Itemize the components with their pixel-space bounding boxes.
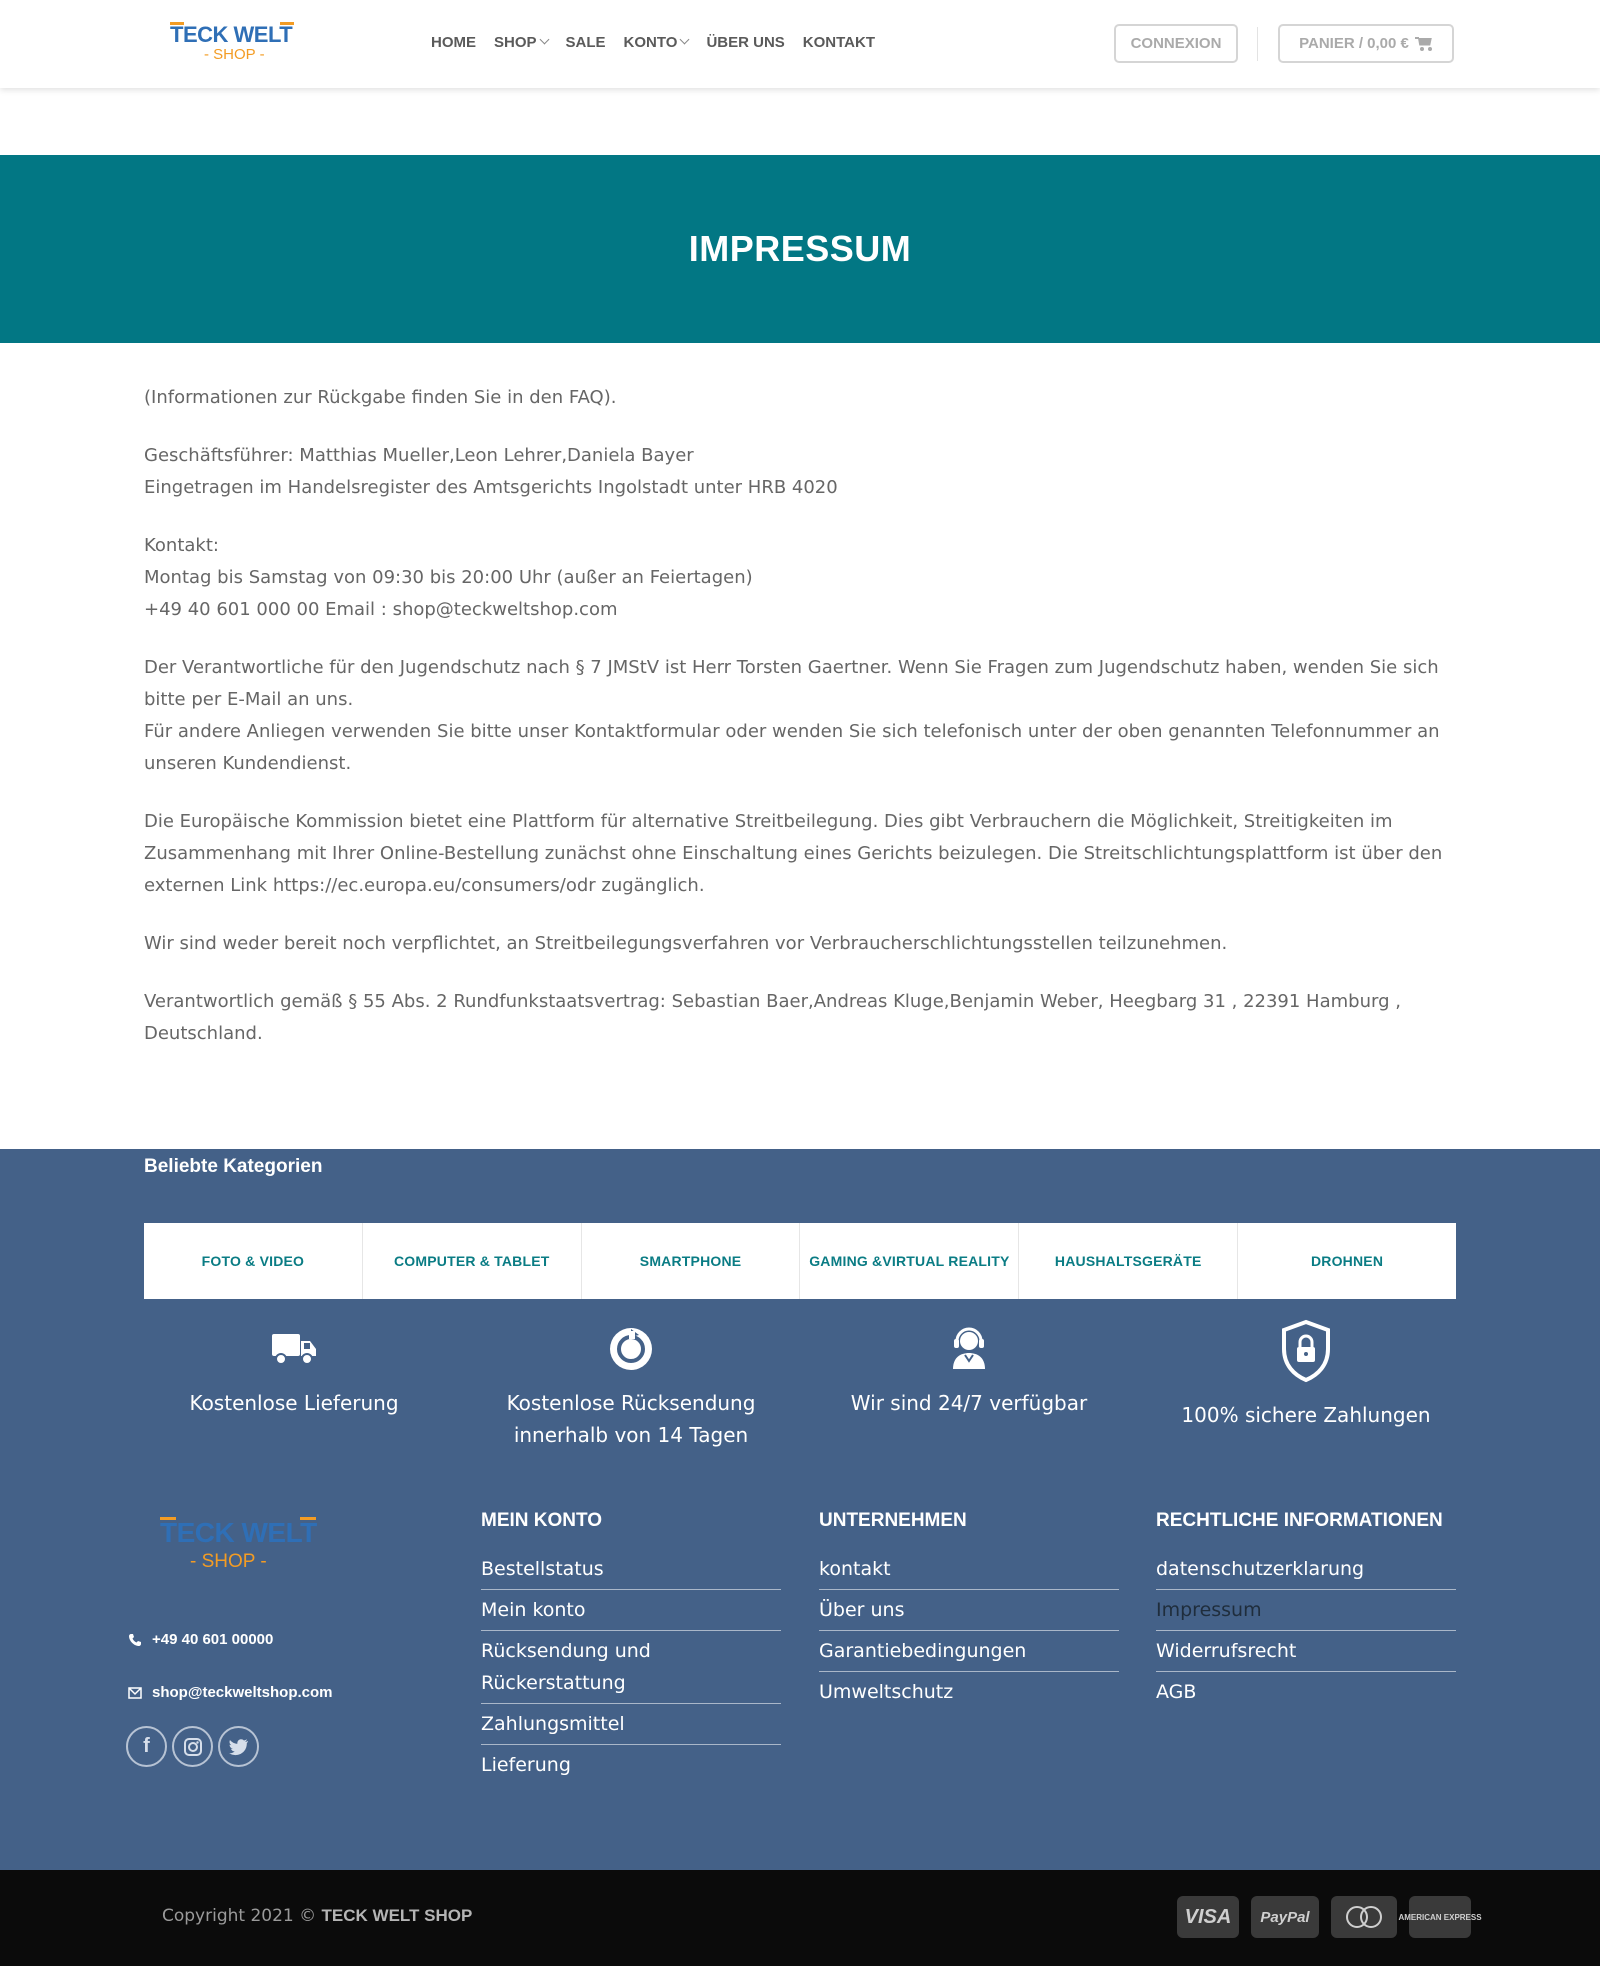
text: Der Verantwortliche für den Jugendschutz nach § 7 JMStV ist Herr Torsten Gaertner. Wenn Sie Fragen zum Jugendschutz haben, wenden Sie sich bitte per E-Mail an uns. [144, 657, 1439, 710]
copyright-text: Copyright 2021 © [162, 1906, 322, 1926]
feature-item [819, 1317, 1119, 1457]
shield-lock-icon [1280, 1319, 1332, 1383]
text: Für andere Anliegen verwenden Sie bitte unser Kontaktformular oder wenden Sie sich telefonisch unter der oben genannten Telefonnummer an unseren Kundendienst. [144, 721, 1440, 774]
mail-icon [128, 1687, 142, 1699]
text: +49 40 601 000 00 Email : shop@teckweltshop.com [144, 599, 618, 620]
nav-label: ÜBER UNS [706, 34, 785, 51]
footer-link[interactable]: datenschutzerklarung [1156, 1549, 1456, 1590]
phone-icon [128, 1633, 142, 1647]
category-bar [144, 1223, 1456, 1299]
footer-link[interactable]: Umweltschutz [819, 1681, 954, 1703]
paragraph [144, 652, 1456, 780]
footer-link[interactable]: Lieferung [481, 1754, 571, 1776]
footer-link[interactable]: Zahlungsmittel [481, 1704, 781, 1745]
text: Kontakt: [144, 535, 219, 556]
footer-link[interactable]: kontakt [819, 1549, 1119, 1590]
footer-link[interactable]: AGB [1156, 1681, 1197, 1703]
logo-subtext: - SHOP - [190, 1551, 267, 1572]
paragraph [144, 530, 1456, 626]
category-smartphone[interactable]: SMARTPHONE [582, 1223, 801, 1299]
footer-link[interactable]: Widerrufsrecht [1156, 1631, 1456, 1672]
copyright-brand: TECK WELT SHOP [321, 1906, 473, 1925]
site-footer [0, 1149, 1600, 1870]
text: Montag bis Samstag von 09:30 bis 20:00 Uhr (außer an Feiertagen) [144, 567, 753, 588]
support-agent-icon [949, 1327, 989, 1371]
social-links [126, 1726, 259, 1767]
payment-methods [1177, 1896, 1482, 1938]
email-text: shop@teckweltshop.com [152, 1684, 333, 1701]
login-button[interactable]: CONNEXION [1114, 24, 1238, 63]
text: Verantwortlich gemäß § 55 Abs. 2 Rundfunkstaatsvertrag: Sebastian Baer,Andreas Kluge,Benjamin Weber, Heegbarg 31 , 22391 Hamburg , Deutschland. [144, 991, 1401, 1044]
footer-link[interactable]: Bestellstatus [481, 1549, 781, 1590]
paragraph [144, 986, 1456, 1050]
nav-label: KONTO [623, 34, 678, 51]
nav-ueber-uns[interactable] [706, 34, 784, 51]
truck-icon [270, 1332, 318, 1366]
paragraph [144, 806, 1456, 902]
category-gaming-vr[interactable]: GAMING &VIRTUAL REALITY [800, 1223, 1019, 1299]
category-haushaltsgeraete[interactable]: HAUSHALTSGERÄTE [1019, 1223, 1238, 1299]
impressum-content [144, 382, 1456, 1076]
footer-link[interactable]: Garantiebedingungen [819, 1631, 1119, 1672]
feature-item [144, 1317, 444, 1457]
nav-kontakt[interactable] [803, 34, 875, 51]
cart-label: PANIER / 0,00 € [1299, 35, 1409, 52]
footer-logo[interactable] [160, 1517, 320, 1577]
paypal-icon: PayPal [1251, 1896, 1319, 1938]
logo-text: TECK WELT [170, 22, 293, 47]
feature-item [481, 1317, 781, 1457]
text: Wir sind weder bereit noch verpflichtet, an Streitbeilegungsverfahren vor Verbraucherschlichtungsstellen teilzunehmen. [144, 933, 1228, 954]
footer-column-mein-konto [481, 1510, 781, 1785]
category-foto-video[interactable]: FOTO & VIDEO [144, 1223, 363, 1299]
feature-text: Kostenlose Lieferung [189, 1391, 399, 1415]
facebook-icon[interactable]: f [126, 1726, 167, 1767]
phone-text: +49 40 601 00000 [152, 1631, 274, 1648]
instagram-icon[interactable] [172, 1726, 213, 1767]
nav-home[interactable] [431, 34, 476, 51]
header-divider [1257, 27, 1258, 61]
logo-text: TECK WELT [160, 1517, 317, 1548]
cart-icon [1415, 37, 1433, 51]
nav-shop[interactable] [494, 34, 548, 51]
nav-label: HOME [431, 34, 476, 51]
copyright [162, 1906, 472, 1926]
visa-icon: VISA [1177, 1896, 1239, 1938]
feature-text: 100% sichere Zahlungen [1181, 1403, 1431, 1427]
categories-title: Beliebte Kategorien [144, 1156, 323, 1177]
bottom-bar [0, 1870, 1600, 1966]
main-nav [431, 34, 893, 51]
column-title: UNTERNEHMEN [819, 1510, 967, 1531]
nav-konto[interactable] [624, 34, 689, 51]
column-title: RECHTLICHE INFORMATIONEN [1156, 1510, 1443, 1531]
footer-email[interactable] [128, 1684, 333, 1701]
return-icon [607, 1325, 655, 1373]
features-row [144, 1317, 1456, 1457]
mastercard-icon [1331, 1896, 1397, 1938]
feature-text: Kostenlose Rücksendung innerhalb von 14 Tagen [506, 1391, 756, 1447]
footer-link[interactable]: Rücksendung und Rückerstattung [481, 1631, 781, 1704]
nav-label: SALE [565, 34, 606, 51]
text: Die Europäische Kommission bietet eine Plattform für alternative Streitbeilegung. Dies gibt Verbrauchern die Möglichkeit, Streitigkeiten im Zusammenhang mit Ihrer Online-Bestellung zunächst ohne Einschaltung eines Gerichts beizulegen. Die Streitschlichtungsplattform ist über den externen Link https://ec.europa.eu/consumers/odr zugänglich. [144, 811, 1443, 896]
footer-link[interactable]: Über uns [819, 1590, 1119, 1631]
category-drohnen[interactable]: DROHNEN [1310, 1253, 1384, 1269]
text: (Informationen zur Rückgabe finden Sie in den FAQ). [144, 387, 617, 408]
footer-column-unternehmen [819, 1510, 1119, 1712]
page-title: IMPRESSUM [688, 228, 912, 269]
text: Eingetragen im Handelsregister des Amtsgerichts Ingolstadt unter HRB 4020 [144, 477, 838, 498]
logo-subtext: - SHOP - [204, 46, 265, 63]
nav-label: SHOP [494, 34, 537, 51]
footer-link-current[interactable]: Impressum [1156, 1590, 1456, 1631]
category-computer-tablet[interactable]: COMPUTER & TABLET [363, 1223, 582, 1299]
footer-phone[interactable] [128, 1631, 273, 1648]
paragraph [144, 440, 1456, 504]
feature-text: Wir sind 24/7 verfügbar [850, 1391, 1088, 1415]
site-logo[interactable] [170, 22, 294, 66]
feature-item [1156, 1317, 1456, 1457]
amex-icon: AMERICAN EXPRESS [1409, 1896, 1471, 1938]
page-hero [0, 155, 1600, 343]
paragraph [144, 928, 1456, 960]
site-header [0, 0, 1600, 88]
column-title: MEIN KONTO [481, 1510, 603, 1531]
chevron-down-icon [539, 35, 549, 45]
footer-column-rechtliches [1156, 1510, 1456, 1712]
twitter-icon[interactable] [218, 1726, 259, 1767]
paragraph [144, 382, 1456, 414]
text: Geschäftsführer: Matthias Mueller,Leon Lehrer,Daniela Bayer [144, 445, 694, 466]
cart-button[interactable] [1278, 24, 1454, 63]
nav-sale[interactable] [566, 34, 606, 51]
footer-link[interactable]: Mein konto [481, 1590, 781, 1631]
nav-label: KONTAKT [802, 34, 875, 51]
chevron-down-icon [680, 35, 690, 45]
